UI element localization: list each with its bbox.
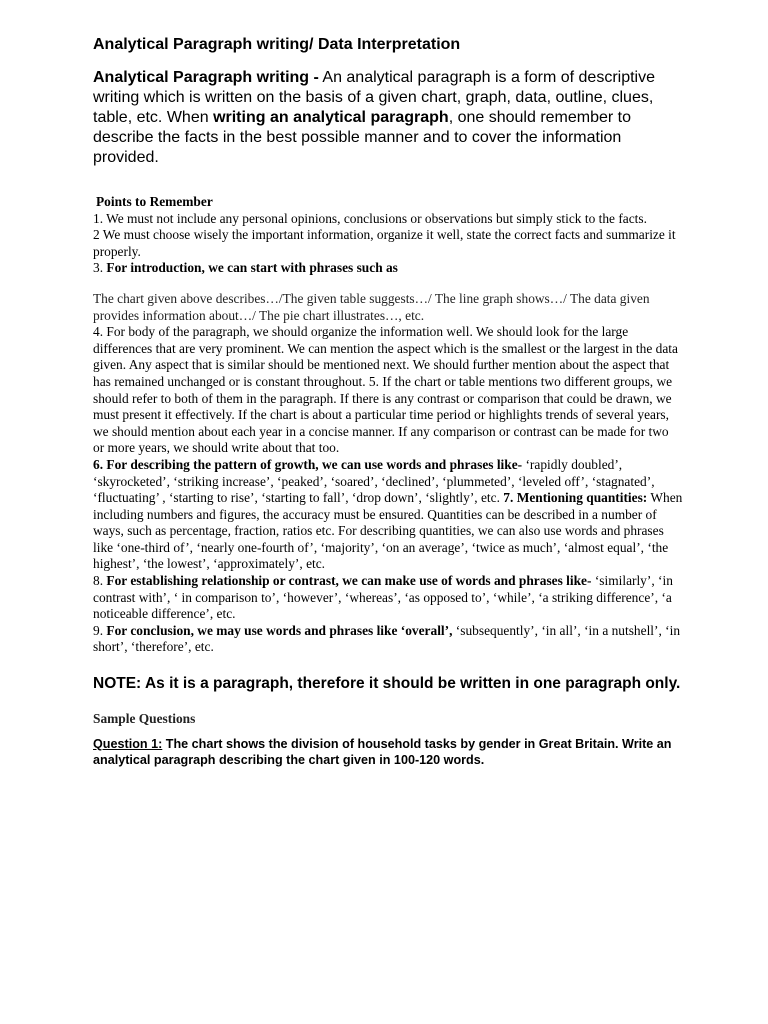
intro-bold-phrase: writing an analytical paragraph xyxy=(213,109,449,126)
point-6-bold: 6. For describing the pattern of growth, we can use words and phrases like- xyxy=(93,456,523,472)
document-page xyxy=(93,30,683,768)
intro-text-1: An analytical paragraph is a form of descriptive writing which is written on the basis of a given chart, graph, data, outline, clues, table, etc. When xyxy=(93,69,655,126)
point-9-text: ‘subsequently’, ‘in all’, ‘in a nutshell’, ‘in short’, ‘therefore’, etc. xyxy=(93,622,681,655)
point-6-7 xyxy=(93,457,683,573)
point-3-bold: For introduction, we can start with phrases such as xyxy=(106,260,398,276)
note-paragraph: NOTE: As it is a paragraph, therefore it should be written in one paragraph only. xyxy=(93,675,681,693)
point-8 xyxy=(93,573,683,623)
point-9-bold: For conclusion, we may use words and phrases like ‘overall’, xyxy=(106,622,453,638)
point-2: 2 We must choose wisely the important information, organize it well, state the correct facts and summarize it properly. xyxy=(93,227,676,259)
point-3-examples: The chart given above describes…/The given table suggests…/ The line graph shows…/ The data given provides information about…/ The pie chart illustrates…, etc. xyxy=(93,290,650,323)
page-title: Analytical Paragraph writing/ Data Interpretation xyxy=(93,36,461,53)
points-heading: Points to Remember xyxy=(96,194,213,209)
intro-text-2: , one should remember to describe the facts in the best possible manner and to cover the information provided. xyxy=(93,109,632,166)
point-3 xyxy=(93,260,683,277)
point-3-prefix: 3. xyxy=(93,260,107,276)
point-6-text: ‘rapidly doubled’, ‘skyrocketed’, ‘striking increase’, ‘peaked’, ‘soared’, ‘declined’, ‘plummeted’, ‘leveled off’, ‘stagnated’, ‘fluctuating’ , ‘starting to rise’, ‘starting to fall’, ‘drop down’, ‘slightly’, etc. xyxy=(93,456,655,506)
question-1-text: The chart shows the division of household tasks by gender in Great Britain. Write an analytical paragraph describing the chart given in 100-120 words. xyxy=(93,737,672,768)
point-9-prefix: 9. xyxy=(93,622,107,638)
point-8-prefix: 8. xyxy=(93,573,107,589)
points-section xyxy=(93,194,683,656)
point-7-bold: 7. Mentioning quantities: xyxy=(503,490,648,506)
sample-questions-heading: Sample Questions xyxy=(93,711,196,727)
intro-term: Analytical Paragraph writing - xyxy=(93,69,319,86)
point-1: 1. We must not include any personal opinions, conclusions or observations but simply stick to the facts. xyxy=(93,210,647,226)
question-1 xyxy=(93,736,683,768)
point-7-text: When including numbers and figures, the accuracy must be ensured. Quantities can be described in a number of ways, such as percentage, fraction, ratios etc. For describing quantities, we can also use words and phrases like ‘one-third of’, ‘nearly one-fourth of’, ‘majority’, ‘on an average’, ‘twice as much’, ‘almost equal’, ‘the highest’, ‘the lowest’, ‘approximately’, etc. xyxy=(93,490,683,572)
question-1-label: Question 1: xyxy=(93,737,163,752)
point-8-text: ‘similarly’, ‘in contrast with’, ‘ in comparison to’, ‘however’, ‘whereas’, ‘as opposed to’, ‘while’, ‘a striking difference’, ‘a noticeable difference’, etc. xyxy=(93,573,673,622)
point-4-5: 4. For body of the paragraph, we should organize the information well. We should look for the large differences that are very prominent. We can mention the aspect which is the smallest or the largest in the data given. Any aspect that is similar should be mentioned next. We should further mention about the aspect that has remained unchanged or is constant throughout. 5. If the chart or table mentions two different groups, we should refer to both of them in the paragraph. If there is any contrast or comparison that could be drawn, we must present it effectively. If the chart is about a particular time period or highlights trends of several years, we should mention about each year in a concise manner. If any comparison or contrast can be made for two or more years, we should write about that too. xyxy=(93,324,678,456)
intro-paragraph xyxy=(93,68,683,168)
point-9 xyxy=(93,623,683,656)
point-8-bold: For establishing relationship or contrast, we can make use of words and phrases like- xyxy=(106,573,592,589)
